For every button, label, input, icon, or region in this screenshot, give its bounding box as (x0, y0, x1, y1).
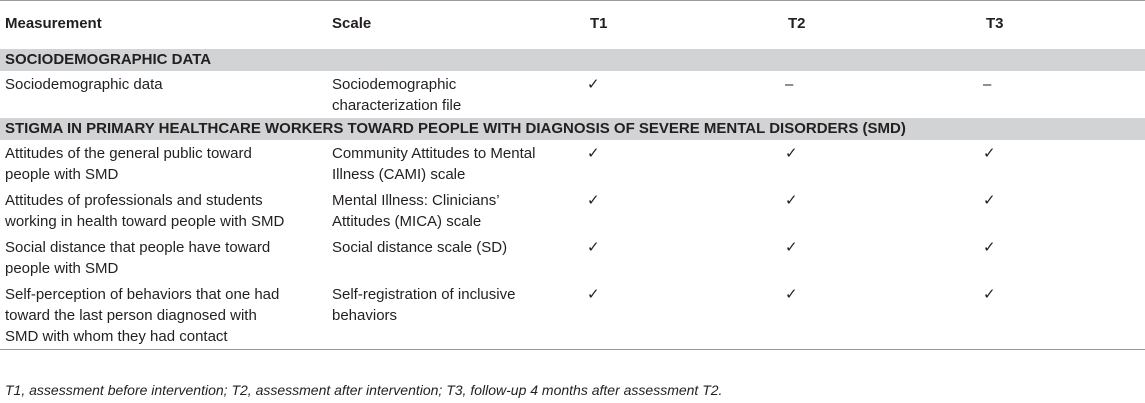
t2-cell: ✓ (785, 145, 798, 162)
header-t2: T2 (788, 15, 806, 32)
section-title: SOCIODEMOGRAPHIC DATA (0, 48, 1145, 72)
cell-line: SMD with whom they had contact (5, 328, 228, 345)
cell-line: Illness (CAMI) scale (332, 166, 466, 183)
cell-line: behaviors (332, 307, 398, 324)
section-title: STIGMA IN PRIMARY HEALTHCARE WORKERS TOWARD PEOPLE WITH DIAGNOSIS OF SEVERE MENTAL DISORDERS (SMD) (0, 118, 1145, 140)
cell-line: Social distance that people have toward (5, 239, 271, 256)
table-row (0, 71, 1145, 118)
header-row (0, 1, 1145, 48)
t3-cell: ✓ (983, 192, 996, 209)
t3-cell: ✓ (983, 239, 996, 256)
cell-line: Sociodemographic (332, 76, 457, 93)
t3-cell: – (983, 76, 992, 93)
header-t1: T1 (590, 15, 608, 32)
t2-cell: ✓ (785, 239, 798, 256)
cell-line: Attitudes of professionals and students (5, 192, 263, 209)
scale-cell (327, 234, 585, 281)
header-scale: Scale (332, 15, 372, 32)
scale-cell (327, 71, 585, 118)
t1-cell: ✓ (587, 239, 600, 256)
table-row (0, 140, 1145, 187)
header-measurement: Measurement (5, 15, 102, 32)
cell-line: Community Attitudes to Mental (332, 145, 536, 162)
cell-line: Attitudes (MICA) scale (332, 213, 482, 230)
t1-cell: ✓ (587, 76, 600, 93)
t1-cell: ✓ (587, 192, 600, 209)
cell-line: Social distance scale (SD) (332, 239, 508, 256)
cell-line: Mental Illness: Clinicians’ (332, 192, 500, 209)
cell-line: Attitudes of the general public toward (5, 145, 252, 162)
cell-line: Sociodemographic data (5, 76, 163, 93)
table-row (0, 234, 1145, 281)
measurement-cell (0, 71, 327, 118)
section-header-stigma (0, 118, 1145, 140)
t2-cell: ✓ (783, 281, 981, 350)
measurement-cell (0, 187, 327, 234)
measurement-cell (0, 140, 327, 187)
section-header-sociodemographic (0, 48, 1145, 72)
scale-cell (327, 281, 585, 350)
scale-cell (327, 187, 585, 234)
cell-line: people with SMD (5, 260, 119, 277)
t2-cell: – (785, 76, 794, 93)
cell-line: working in health toward people with SMD (5, 213, 285, 230)
cell-line: people with SMD (5, 166, 119, 183)
table-row (0, 281, 1145, 350)
cell-line: toward the last person diagnosed with (5, 307, 257, 324)
cell-line: Self-registration of inclusive (332, 286, 516, 303)
cell-line: characterization file (332, 97, 462, 114)
measurement-cell (0, 234, 327, 281)
t1-cell: ✓ (587, 145, 600, 162)
header-t3: T3 (986, 15, 1004, 32)
t3-cell: ✓ (983, 145, 996, 162)
t1-cell: ✓ (585, 281, 783, 350)
table-footnote: T1, assessment before intervention; T2, assessment after intervention; T3, follow-up 4 months after assessment T2. (5, 382, 723, 398)
t2-cell: ✓ (785, 192, 798, 209)
measurement-cell (0, 281, 327, 350)
t3-cell: ✓ (981, 281, 1145, 350)
cell-line: Self-perception of behaviors that one had (5, 286, 280, 303)
table-row (0, 187, 1145, 234)
scale-cell (327, 140, 585, 187)
